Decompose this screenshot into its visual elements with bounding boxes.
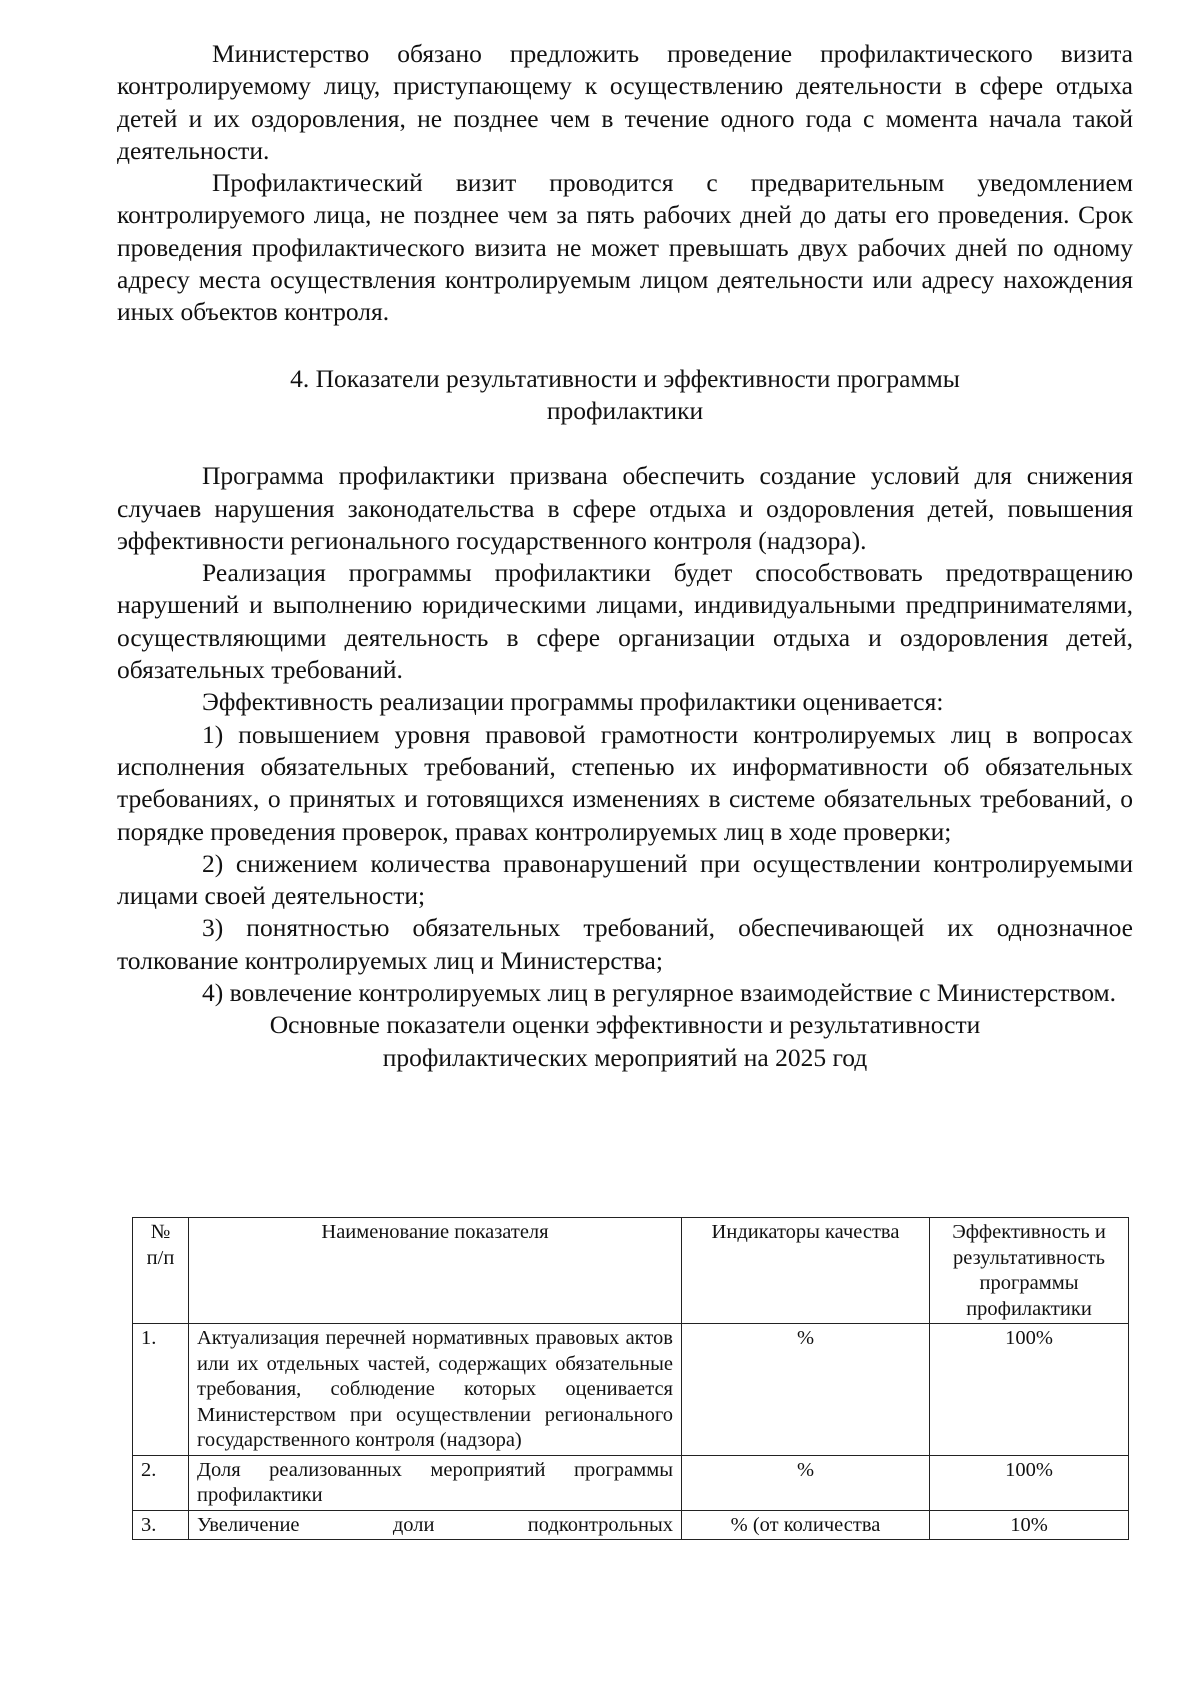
section-4-heading-line2: профилактики (546, 395, 704, 425)
indicators-table (132, 1217, 1129, 1540)
row-num: 1. (133, 1324, 189, 1456)
table-row (133, 1324, 1129, 1456)
list-item-4: 4) вовлечение контролируемых лиц в регулярное взаимодействие с Министерством. (202, 978, 1117, 1008)
header-num: № п/п (133, 1218, 189, 1324)
row-indicator: % (682, 1324, 930, 1456)
paragraph-preventive-visit-obligation: Министерство обязано предложить проведение профилактического визита контролируемому лицу, приступающему к осуществлению деятельности в сфере отдыха детей и их оздоровления, не позднее чем в течение одного года с момента начала такой деятельности. (117, 39, 1133, 165)
paragraph-effectiveness-intro: Эффективность реализации программы профилактики оценивается: (202, 687, 944, 717)
row-value: 10% (930, 1510, 1129, 1540)
row-num: 2. (133, 1455, 189, 1510)
section-4-heading-line1: 4. Показатели результативности и эффективности программы (290, 363, 960, 393)
header-indicator: Индикаторы качества (682, 1218, 930, 1324)
row-value: 100% (930, 1455, 1129, 1510)
table-row (133, 1510, 1129, 1540)
header-name: Наименование показателя (189, 1218, 682, 1324)
row-indicator: % (682, 1455, 930, 1510)
paragraph-program-implementation: Реализация программы профилактики будет способствовать предотвращению нарушений и выполнению юридическими лицами, индивидуальными предпринимателями, осуществляющими деятельность в сфере организации отдыха и оздоровления детей, обязательных требований. (117, 558, 1133, 685)
row-num: 3. (133, 1510, 189, 1540)
table-header-row (133, 1218, 1129, 1324)
list-item-3: 3) понятностью обязательных требований, обеспечивающей их однозначное толкование контролируемых лиц и Министерства; (117, 913, 1133, 975)
table-row (133, 1455, 1129, 1510)
row-name: Увеличение доли подконтрольных (189, 1510, 682, 1540)
section-4-heading (117, 363, 1133, 428)
row-indicator: % (от количества (682, 1510, 930, 1540)
table-title-line1: Основные показатели оценки эффективности и результативности (269, 1010, 981, 1040)
list-item-1: 1) повышением уровня правовой грамотности контролируемых лиц в вопросах исполнения обязательных требований, степенью их информативности об обязательных требованиях, о принятых и готовящихся изменениях в системе обязательных требований, о порядке проведения проверок, правах контролируемых лиц в ходе проверки; (117, 719, 1133, 846)
list-item-2: 2) снижением количества правонарушений при осуществлении контролируемыми лицами своей деятельности; (117, 848, 1133, 911)
row-name: Актуализация перечней нормативных правовых актов или их отдельных частей, содержащих обязательные требования, соблюдение которых оценивается Министерством при осуществлении регионального государственного контроля (надзора) (189, 1324, 682, 1456)
paragraph-program-purpose: Программа профилактики призвана обеспечить создание условий для снижения случаев нарушения законодательства в сфере отдыха и оздоровления детей, повышения эффективности регионального государственного контроля (надзора). (117, 461, 1133, 555)
table-title (117, 1009, 1133, 1074)
row-name: Доля реализованных мероприятий программы профилактики (189, 1455, 682, 1510)
paragraph-preventive-visit-terms: Профилактический визит проводится с предварительным уведомлением контролируемого лица, не позднее чем за пять рабочих дней до даты его проведения. Срок проведения профилактического визита не может превышать двух рабочих дней по одному адресу места осуществления контролируемым лицом деятельности или адресу нахождения иных объектов контроля. (117, 168, 1133, 327)
row-value: 100% (930, 1324, 1129, 1456)
table-title-line2: профилактических мероприятий на 2025 год (382, 1042, 868, 1072)
header-effect: Эффективность и результативность программы профилактики (930, 1218, 1129, 1324)
document-page (117, 38, 1133, 1074)
